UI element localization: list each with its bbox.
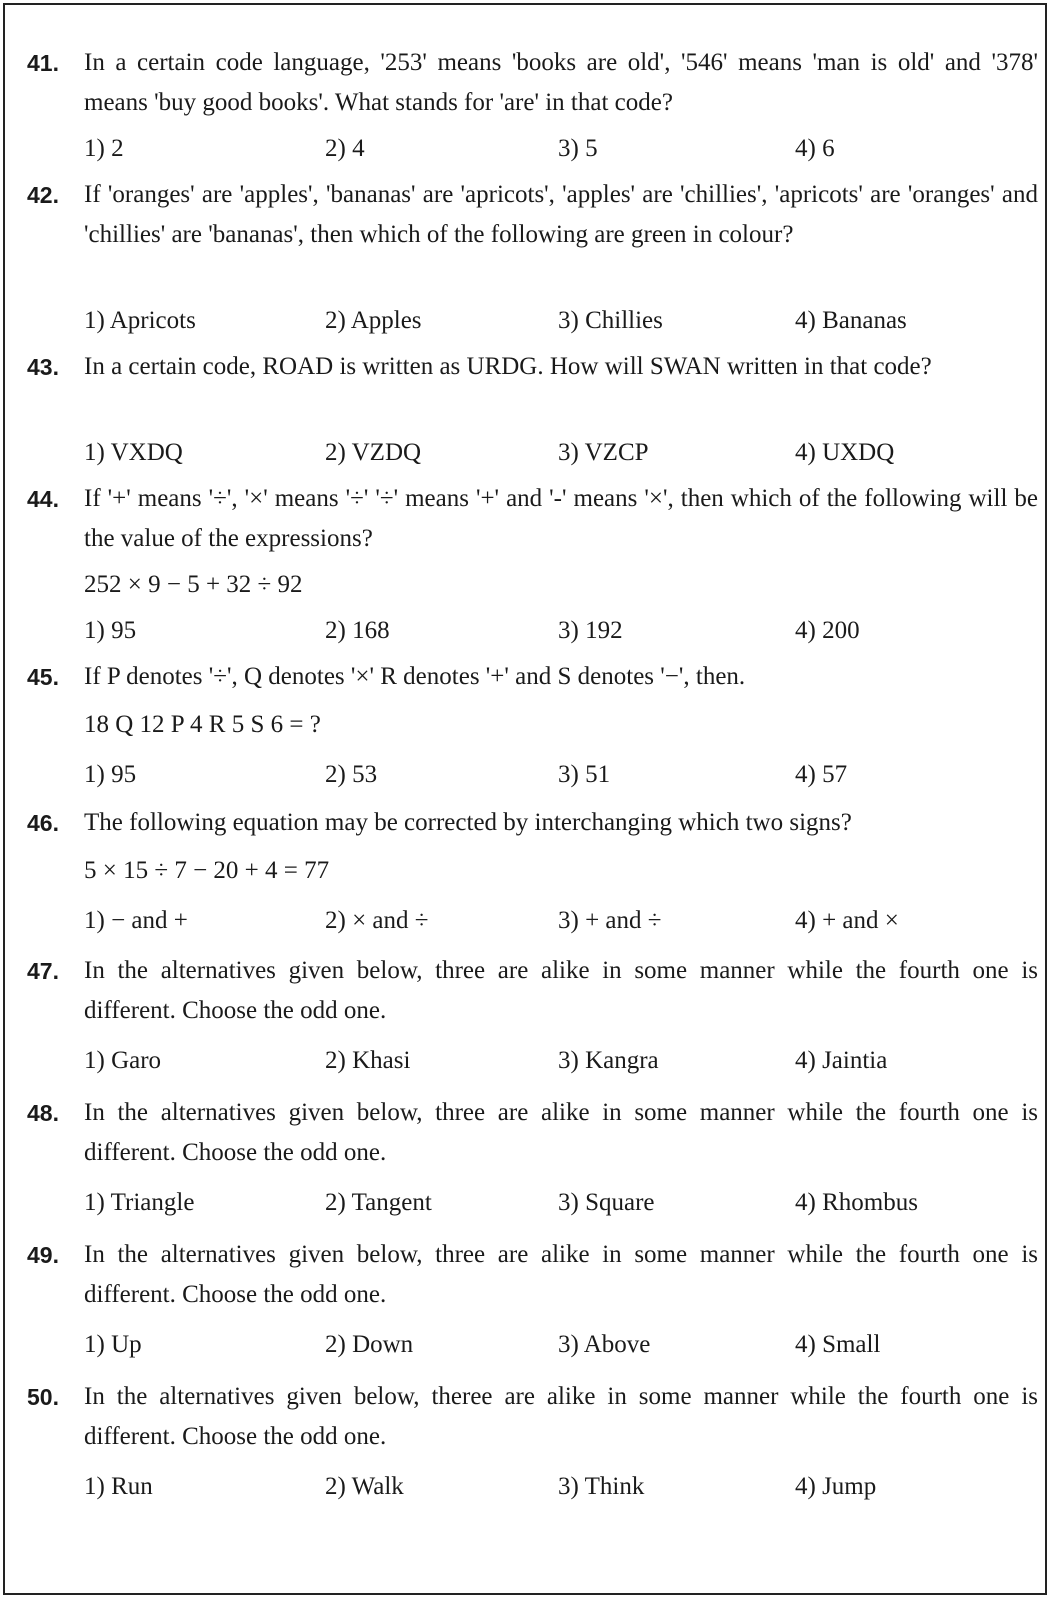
option-3[interactable]: 3) Chillies	[558, 307, 663, 334]
question-number: 42.	[27, 182, 59, 208]
option-4[interactable]: 4) Bananas	[795, 307, 907, 334]
option-2[interactable]: 2) Walk	[325, 1473, 404, 1500]
question-text: In a certain code language, '253' means 'books are old', '546' means 'man is old' and '378' means 'buy good books'. What stands for 'are' in that code?	[84, 49, 1038, 116]
question-number: 44.	[27, 486, 59, 512]
option-1[interactable]: 1) 95	[84, 617, 137, 644]
option-1[interactable]: 1) Garo	[84, 1047, 162, 1074]
options-row	[5, 301, 1045, 341]
question-number: 48.	[27, 1100, 59, 1126]
option-3[interactable]: 3) Above	[558, 1331, 651, 1358]
question-text: If '+' means '÷', '×' means '÷' '÷' means '+' and '-' means '×', then which of the following will be the value of the expressions?	[84, 485, 1038, 552]
option-1[interactable]: 1) 95	[84, 761, 137, 788]
option-4[interactable]: 4) 6	[795, 135, 835, 162]
expression: 5 × 15 ÷ 7 − 20 + 4 = 77	[84, 857, 330, 884]
option-2[interactable]: 2) 53	[325, 761, 378, 788]
question-number: 41.	[27, 50, 59, 76]
options-row	[5, 1325, 1045, 1365]
option-2[interactable]: 2) × and ÷	[325, 907, 429, 934]
options-row	[5, 755, 1045, 795]
options-row	[5, 433, 1045, 473]
option-2[interactable]: 2) Khasi	[325, 1047, 411, 1074]
option-3[interactable]: 3) + and ÷	[558, 907, 662, 934]
option-1[interactable]: 1) Triangle	[84, 1189, 195, 1216]
question-text: In the alternatives given below, three are alike in some manner while the fourth one is different. Choose the odd one.	[84, 1241, 1038, 1308]
option-3[interactable]: 3) Square	[558, 1189, 655, 1216]
options-row	[5, 611, 1045, 651]
options-row	[5, 1041, 1045, 1081]
question-text: In the alternatives given below, three are alike in some manner while the fourth one is different. Choose the odd one.	[84, 957, 1038, 1024]
question-text: In the alternatives given below, three are alike in some manner while the fourth one is different. Choose the odd one.	[84, 1099, 1038, 1166]
option-1[interactable]: 1) Apricots	[84, 307, 196, 334]
option-4[interactable]: 4) 200	[795, 617, 860, 644]
option-3[interactable]: 3) 5	[558, 135, 598, 162]
option-4[interactable]: 4) Jaintia	[795, 1047, 888, 1074]
options-row	[5, 901, 1045, 941]
question-text: If 'oranges' are 'apples', 'bananas' are 'apricots', 'apples' are 'chillies', 'apricots' are 'oranges' and 'chillies' are 'bananas', then which of the following are green in colour?	[84, 181, 1038, 248]
option-2[interactable]: 2) Tangent	[325, 1189, 432, 1216]
options-row	[5, 1183, 1045, 1223]
option-1[interactable]: 1) 2	[84, 135, 124, 162]
question-number: 49.	[27, 1242, 59, 1268]
question-number: 50.	[27, 1384, 59, 1410]
option-3[interactable]: 3) Kangra	[558, 1047, 659, 1074]
question-number: 47.	[27, 958, 59, 984]
option-2[interactable]: 2) 4	[325, 135, 365, 162]
option-1[interactable]: 1) VXDQ	[84, 439, 183, 466]
option-2[interactable]: 2) 168	[325, 617, 390, 644]
question-text: If P denotes '÷', Q denotes '×' R denotes '+' and S denotes '−', then.	[84, 663, 746, 690]
option-3[interactable]: 3) VZCP	[558, 439, 649, 466]
question-text: In the alternatives given below, theree are alike in some manner while the fourth one is different. Choose the odd one.	[84, 1383, 1038, 1450]
options-row	[5, 1467, 1045, 1507]
option-1[interactable]: 1) Run	[84, 1473, 153, 1500]
option-3[interactable]: 3) Think	[558, 1473, 645, 1500]
option-1[interactable]: 1) − and +	[84, 907, 188, 934]
option-3[interactable]: 3) 192	[558, 617, 623, 644]
option-1[interactable]: 1) Up	[84, 1331, 142, 1358]
option-2[interactable]: 2) VZDQ	[325, 439, 422, 466]
options-row	[5, 129, 1045, 169]
option-4[interactable]: 4) Small	[795, 1331, 881, 1358]
option-4[interactable]: 4) UXDQ	[795, 439, 895, 466]
question-number: 43.	[27, 354, 59, 380]
question-text: In a certain code, ROAD is written as URDG. How will SWAN written in that code?	[84, 353, 932, 380]
question-text: The following equation may be corrected by interchanging which two signs?	[84, 809, 852, 836]
expression: 252 × 9 − 5 + 32 ÷ 92	[84, 571, 303, 598]
option-4[interactable]: 4) + and ×	[795, 907, 899, 934]
option-4[interactable]: 4) Jump	[795, 1473, 877, 1500]
option-3[interactable]: 3) 51	[558, 761, 611, 788]
question-number: 45.	[27, 664, 59, 690]
option-2[interactable]: 2) Apples	[325, 307, 422, 334]
question-number: 46.	[27, 810, 59, 836]
option-4[interactable]: 4) 57	[795, 761, 848, 788]
expression: 18 Q 12 P 4 R 5 S 6 = ?	[84, 711, 321, 738]
question-sheet	[3, 3, 1047, 1595]
option-4[interactable]: 4) Rhombus	[795, 1189, 918, 1216]
option-2[interactable]: 2) Down	[325, 1331, 414, 1358]
